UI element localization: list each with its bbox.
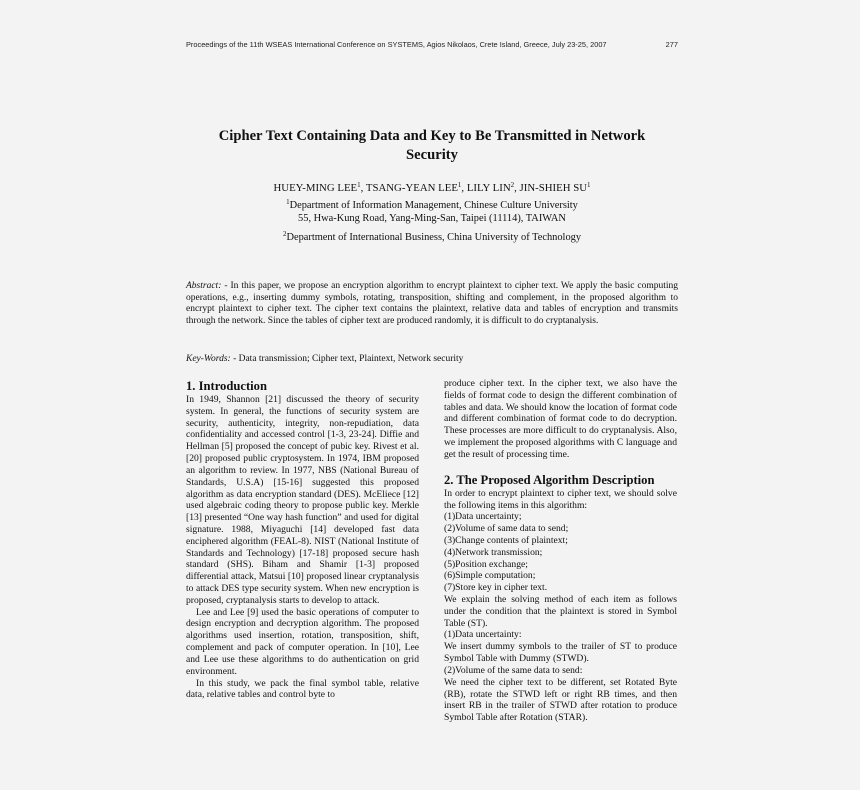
abstract-label: Abstract: [186, 281, 222, 291]
section-2-heading: 2. The Proposed Algorithm Description [444, 472, 655, 487]
intro-paragraph-3: In this study, we pack the final symbol table, relative data, relative tables and control byte to [186, 677, 419, 701]
list-item: (6)Simple computation; [444, 570, 536, 582]
page-number: 277 [665, 40, 678, 49]
section-1-heading: 1. Introduction [186, 379, 267, 393]
affiliation-mark: 2 [282, 230, 287, 238]
affiliation-1 [186, 196, 678, 225]
subsection-heading: (2)Volume of the same data to send: [444, 664, 583, 676]
abstract [186, 281, 678, 327]
affiliation-2-line-1: Department of International Business, China University of Technology [286, 232, 582, 243]
list-item: (2)Volume of same data to send; [444, 523, 569, 535]
conference-running-head: Proceedings of the 11th WSEAS International Conference on SYSTEMS, Agios Nikolaos, Crete Island, Greece, July 23-25, 2007 [186, 40, 607, 49]
running-header [186, 40, 678, 49]
affiliation-1-line-1: Department of Information Management, Chinese Culture University [289, 200, 578, 211]
subsection-text: We insert dummy symbols to the trailer of ST to produce Symbol Table with Dummy (STWD). [444, 641, 677, 665]
intro-paragraph-1: In 1949, Shannon [21] discussed the theory of security system. In general, the functions of security system are security, authenticity, integrity, non-repudiation, data confidentiality and accessed control [1-3, 23-24]. Diffie and Hellman [5] proposed the concept of pubic key. Rivest et al. [20] proposed public cryptosystem. In 1974, IBM proposed an algorithm to review. In 1977, NBS (National Bureau of Standards, U.S.A) [15-16] suggested this proposed algorithm as data encryption standard (DES). McEliece [12] used algebraic coding theory to propose public key. Merkle [13] presented “One way hash function” and used for digital signature. 1988, Miyaguchi [14] developed fast data enciphered algorithm (FEAL-8). NIST (National Institute of Standards and Technology) [17-18] proposed secure hash standard (SHS). Biham and Shamir [1-3] proposed differential attack, Matsui [10] proposed linear cryptanalysis to attack DES type security system. When new encryption is proposed, cryptanalysis starts to develop to attack. [186, 394, 419, 606]
author-list: HUEY-MING LEE$^1$, TSANG-YEAN LEE$^1$, LILY LIN$^2$, JIN-SHIEH $SU^1$ [273, 181, 591, 194]
list-item: (3)Change contents of plaintext; [444, 534, 568, 546]
intro-paragraph-3-continued: produce cipher text. In the cipher text, we also have the fields of format code to design the different combination of tables and data. We should know the location of format code and different combination of format code to do decryption. These processes are more difficult to do cryptanalysis. Also, we implement the proposed algorithms with C language and get the result of processing time. [444, 378, 677, 460]
author-name: JIN-SHIEH SU [519, 182, 588, 194]
keywords [186, 354, 678, 366]
section-2-explain: We explain the solving method of each item as follows under the condition that the plaintext is stored in Symbol Table (ST). [444, 594, 677, 629]
keywords-text: - Data transmission; Cipher text, Plaintext, Network security [233, 354, 464, 364]
right-column [444, 378, 677, 724]
subsection-heading: (1)Data uncertainty: [444, 629, 522, 641]
subsection-text: We need the cipher text to be different, set Rotated Byte (RB), rotate the STWD left or right RB times, and then insert RB in the trailer of STWD after rotation to produce Symbol Table after Rotation (STAR). [444, 676, 677, 724]
left-column-continuation-space [444, 378, 677, 461]
intro-paragraph-2: Lee and Lee [9] used the basic operations of computer to design encryption and decryption algorithm. The proposed algorithms used insertion, rotation, transposition, shift, complement and pack of computer operation. In [10], Lee and Lee use these algorithms to do authentication on grid environment. [186, 606, 419, 677]
affiliation-1-line-2: 55, Hwa-Kung Road, Yang-Ming-San, Taipei (11114), TAIWAN [298, 213, 566, 224]
affiliation-2 [186, 228, 678, 244]
author-name: TSANG-YEAN LEE [365, 182, 458, 194]
list-item: (7)Store key in cipher text. [444, 582, 548, 594]
author-affiliation-mark: 1 [457, 181, 462, 189]
affiliation-mark: 1 [286, 198, 290, 206]
author-affiliation-mark: 1 [587, 181, 591, 189]
author-name: HUEY-MING LEE [273, 182, 358, 194]
author-name: LILY LIN [466, 182, 511, 194]
list-item: (1)Data uncertainty; [444, 511, 522, 523]
author-affiliation-mark: 1 [357, 181, 361, 189]
title-line-1: Cipher Text Containing Data and Key to Be Transmitted in Network [218, 128, 646, 144]
title-line-2: Security [406, 147, 458, 163]
list-item: (5)Position exchange; [444, 558, 528, 570]
left-column [186, 379, 419, 701]
paper-title [186, 127, 678, 165]
section-2-intro: In order to encrypt plaintext to cipher text, we should solve the following items in this algorithm: [444, 487, 677, 511]
author-affiliation-mark: 2 [510, 181, 515, 189]
abstract-text: - In this paper, we propose an encryption algorithm to encrypt plaintext to cipher text. We apply the basic computing operations, e.g., inserting dummy symbols, rotating, transposition, shifting and complement, in the proposed algorithm to encrypt plaintext to cipher text. The cipher text contains the plaintext, relative data and tables of encryption and transmits through the network. Since the tables of cipher text are produced randomly, it is difficult to do cryptanalysis. [186, 281, 679, 326]
keywords-label: Key-Words: [186, 354, 231, 364]
list-item: (4)Network transmission; [444, 546, 543, 558]
